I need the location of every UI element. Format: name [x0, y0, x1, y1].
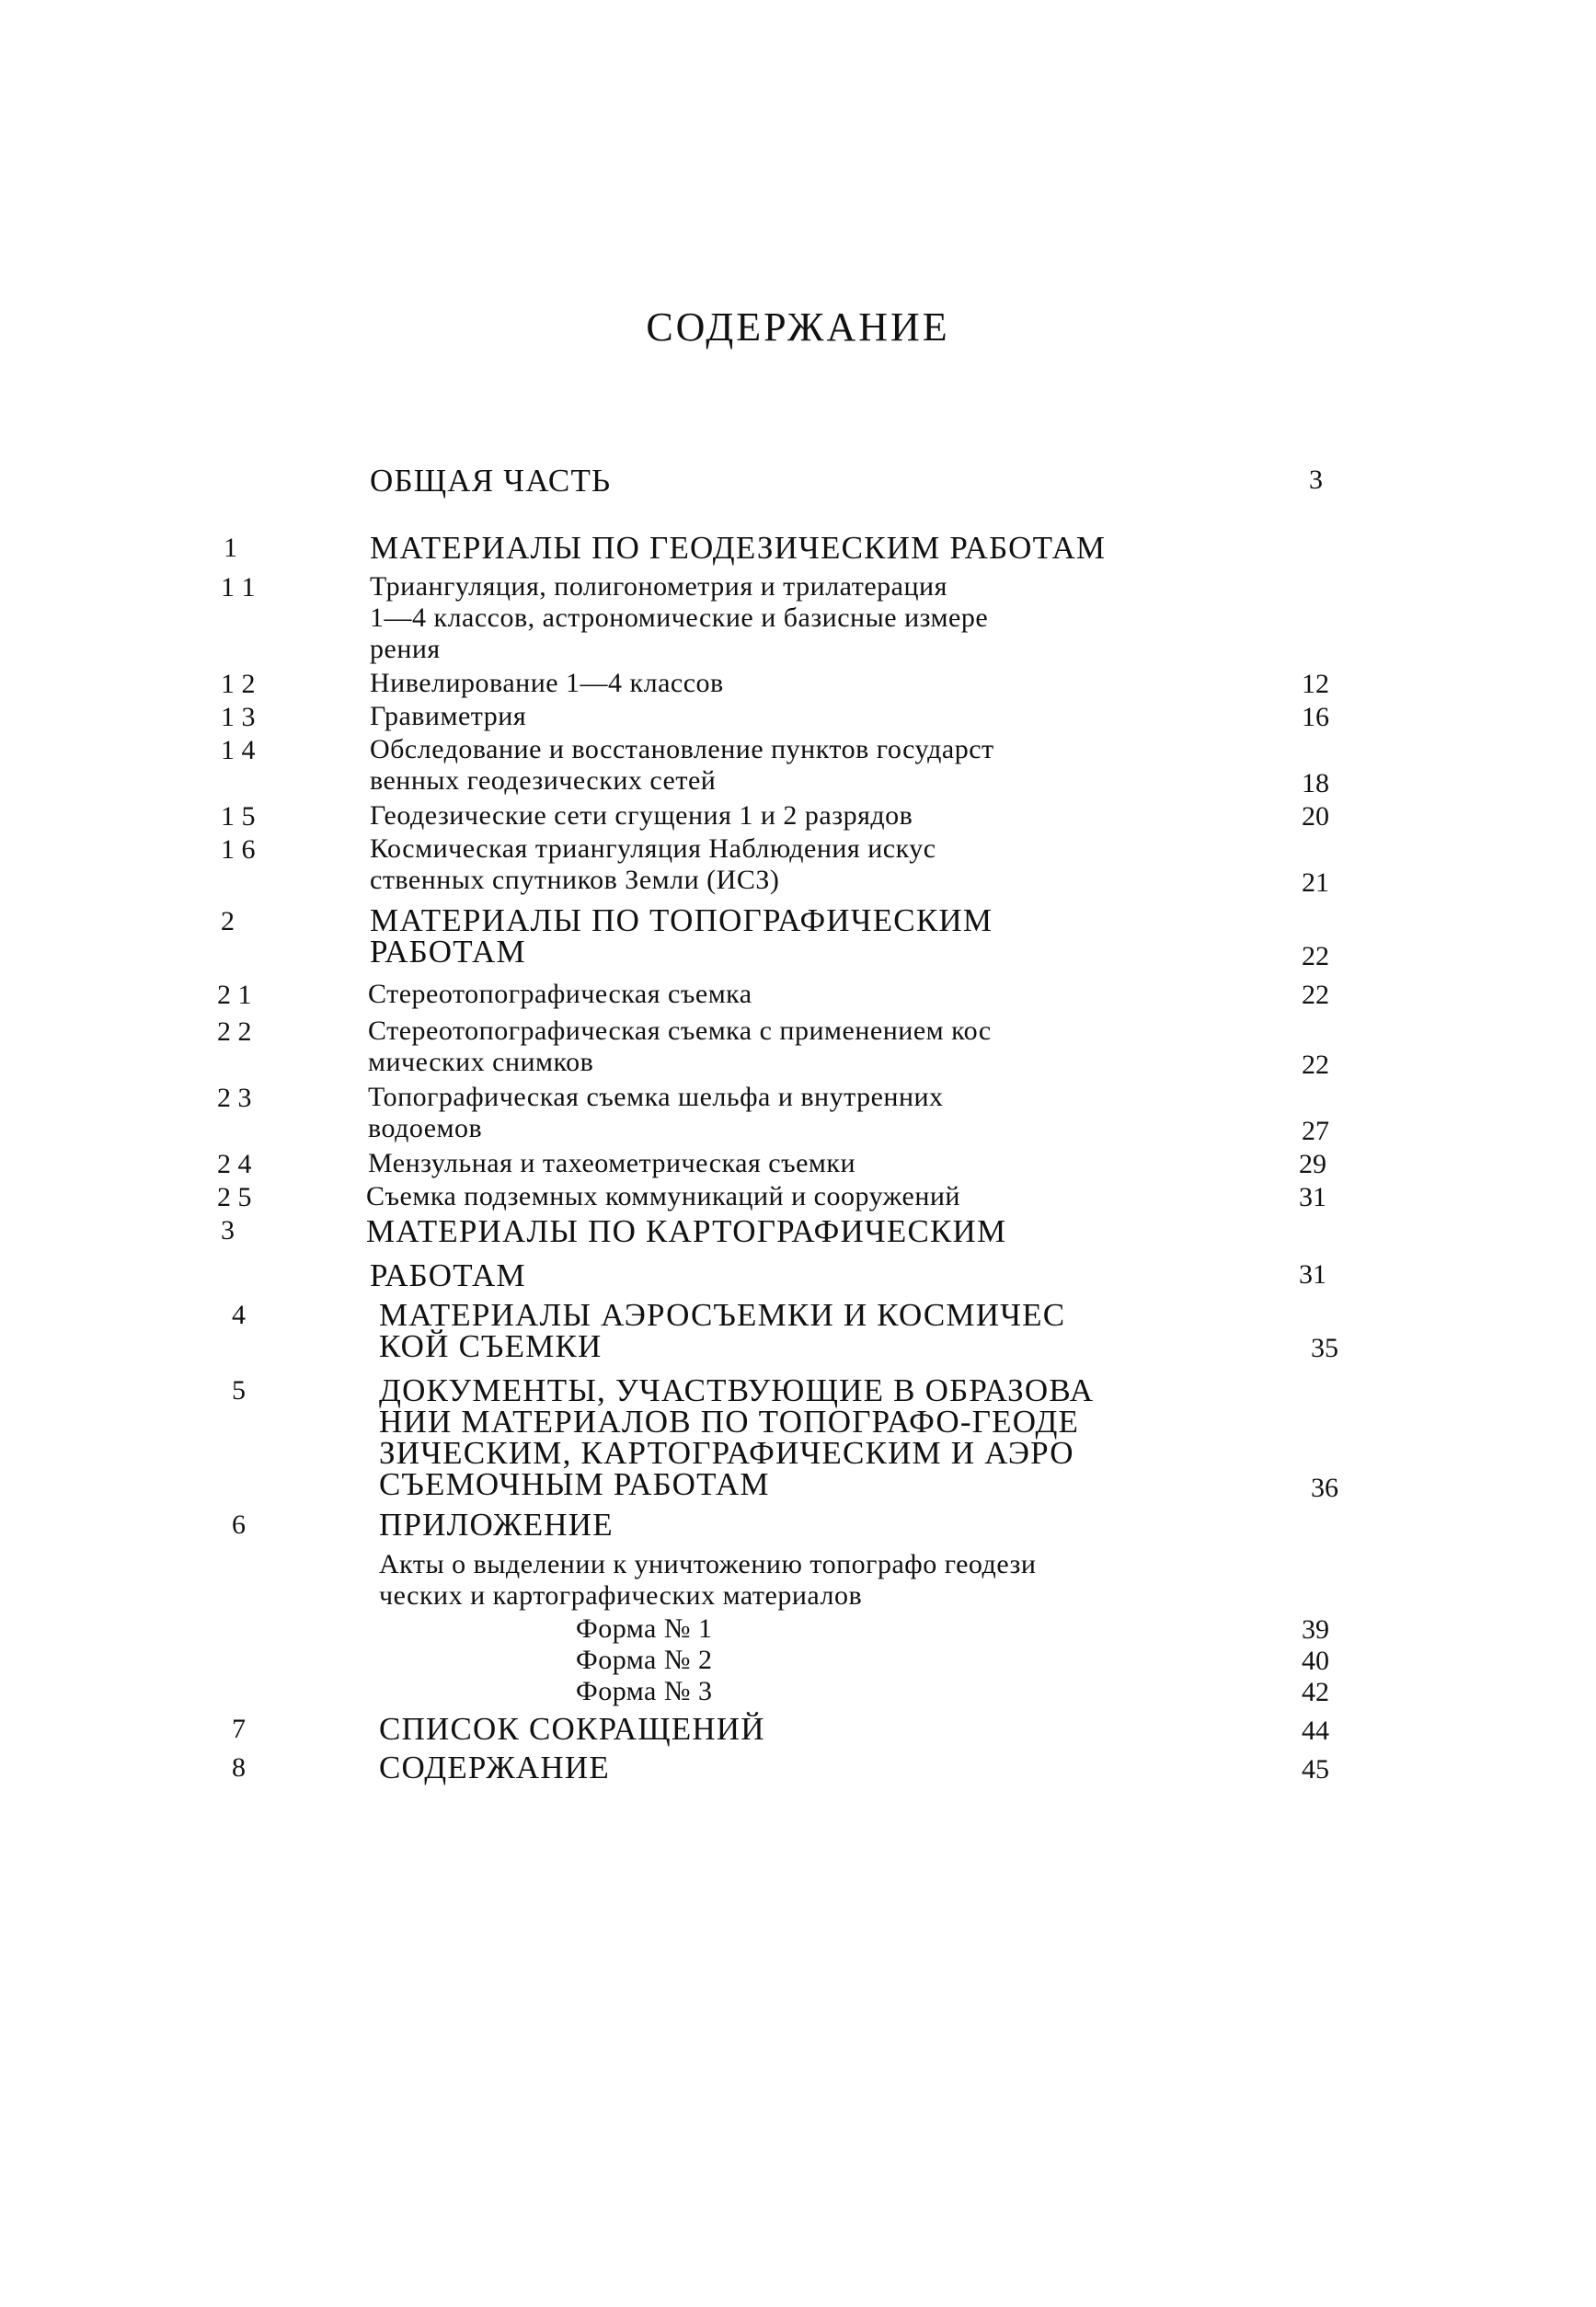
- toc-entry-number: 7: [232, 1714, 246, 1744]
- toc-entry-title: Стереотопографическая съемка с применением кос мических снимков: [368, 1016, 992, 1077]
- toc-entry-number: 1 5: [221, 801, 256, 832]
- toc-entry-page: 40: [1302, 1646, 1329, 1676]
- toc-entry-title: Форма № 1: [576, 1613, 713, 1644]
- toc-entry-title: Нивелирование 1—4 классов: [370, 668, 724, 698]
- toc-entry-number: 2: [221, 906, 235, 936]
- toc-entry-page: 39: [1302, 1614, 1329, 1645]
- toc-entry-page: 12: [1302, 669, 1329, 699]
- toc-entry-page: 18: [1302, 768, 1329, 798]
- toc-entry-page: 22: [1302, 980, 1329, 1010]
- toc-entry-number: 1 2: [221, 669, 256, 699]
- toc-entry-title: ПРИЛОЖЕНИЕ: [379, 1507, 614, 1543]
- toc-entry-title: Топографическая съемка шельфа и внутренних водоемов: [368, 1082, 944, 1143]
- toc-entry-page: 21: [1302, 867, 1329, 898]
- toc-entry-title: Стереотопографическая съемка: [368, 979, 752, 1009]
- toc-entry-number: 2 3: [217, 1083, 252, 1113]
- toc-entry-title: МАТЕРИАЛЫ ПО ТОПОГРАФИЧЕСКИМ РАБОТАМ: [370, 902, 993, 970]
- toc-entry-title: СПИСОК СОКРАЩЕНИЙ: [379, 1711, 765, 1747]
- toc-entry-title: Форма № 2: [576, 1645, 713, 1675]
- toc-entry-number: 2 5: [217, 1182, 252, 1212]
- toc-entry-number: 1 4: [221, 735, 256, 765]
- toc-entry-title: РАБОТАМ: [370, 1257, 526, 1293]
- toc-entry-number: 1 6: [221, 834, 256, 865]
- toc-entry-title: Мензульная и тахеометрическая съемки: [368, 1148, 856, 1178]
- toc-entry-title: МАТЕРИАЛЫ ПО КАРТОГРАФИЧЕСКИМ: [366, 1213, 1007, 1249]
- toc-entry-page: 3: [1309, 465, 1323, 495]
- toc-entry-page: 36: [1311, 1473, 1338, 1503]
- toc-entry-title: ОБЩАЯ ЧАСТЬ: [370, 463, 612, 499]
- toc-entry-page: 42: [1302, 1677, 1329, 1707]
- toc-entry-page: 44: [1302, 1716, 1329, 1746]
- toc-entry-title: Обследование и восстановление пунктов государст венных геодезических сетей: [370, 734, 994, 796]
- toc-entry-title: Гравиметрия: [370, 701, 527, 731]
- toc-entry-title: Триангуляция, полигонометрия и трилатерация 1—4 классов, астрономические и базисные измере рения: [370, 571, 989, 664]
- toc-entry-page: 20: [1302, 801, 1329, 832]
- toc-entry-number: 6: [232, 1509, 246, 1540]
- toc-entry-title: Съемка подземных коммуникаций и сооружений: [366, 1181, 960, 1211]
- toc-entry-title: Форма № 3: [576, 1676, 713, 1706]
- toc-entry-title: МАТЕРИАЛЫ ПО ГЕОДЕЗИЧЕСКИМ РАБОТАМ: [370, 530, 1107, 566]
- toc-entry-number: 1: [224, 533, 237, 563]
- toc-entry-title: МАТЕРИАЛЫ АЭРОСЪЕМКИ И КОСМИЧЕС КОЙ СЪЕМКИ: [379, 1297, 1066, 1364]
- toc-entry-page: 22: [1302, 941, 1329, 971]
- toc-entry-page: 45: [1302, 1754, 1329, 1785]
- toc-entry-page: 31: [1299, 1259, 1326, 1290]
- toc-entry-page: 29: [1299, 1149, 1326, 1179]
- toc-entry-number: 4: [232, 1300, 246, 1330]
- toc-entry-title: Геодезические сети сгущения 1 и 2 разрядов: [370, 800, 913, 831]
- toc-entry-page: 35: [1311, 1333, 1338, 1363]
- toc-entry-number: 5: [232, 1375, 246, 1406]
- toc-entry-number: 2 1: [217, 980, 252, 1010]
- toc-entry-number: 8: [232, 1752, 246, 1783]
- toc-entry-number: 2 4: [217, 1149, 252, 1179]
- toc-entry-number: 1 1: [221, 572, 256, 603]
- toc-entry-number: 1 3: [221, 702, 256, 732]
- page-title: СОДЕРЖАНИЕ: [646, 304, 950, 350]
- toc-entry-title: Космическая триангуляция Наблюдения искус ственных спутников Земли (ИСЗ): [370, 833, 936, 895]
- toc-entry-number: 2 2: [217, 1016, 252, 1047]
- toc-entry-title: СОДЕРЖАНИЕ: [379, 1750, 610, 1785]
- toc-entry-page: 27: [1302, 1116, 1329, 1146]
- toc-entry-page: 22: [1302, 1050, 1329, 1080]
- toc-entry-page: 31: [1299, 1182, 1326, 1212]
- toc-entry-number: 3: [221, 1215, 235, 1245]
- toc-entry-title: ДОКУМЕНТЫ, УЧАСТВУЮЩИЕ В ОБРАЗОВА НИИ МАТЕРИАЛОВ ПО ТОПОГРАФО-ГЕОДЕ ЗИЧЕСКИМ, КАРТОГРАФИЧЕСКИМ И АЭРО СЪЕМОЧНЫМ РАБОТАМ: [379, 1372, 1095, 1502]
- toc-entry-page: 16: [1302, 702, 1329, 732]
- toc-entry-title: Акты о выделении к уничтожению топографо геодези ческих и картографических материалов: [379, 1549, 1037, 1611]
